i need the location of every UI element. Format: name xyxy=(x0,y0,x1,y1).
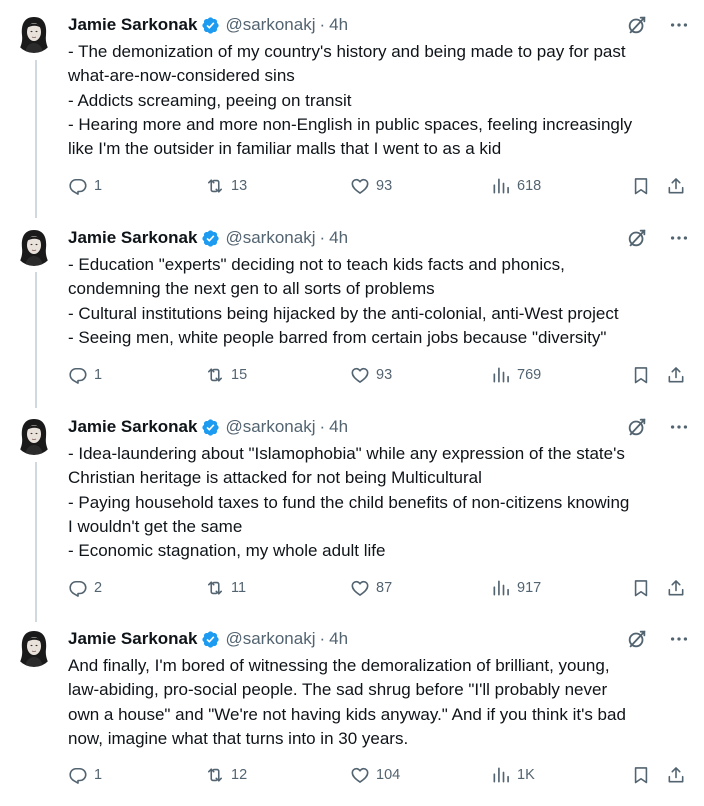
share-icon xyxy=(666,365,686,385)
more-icon[interactable] xyxy=(668,416,690,438)
reply-button[interactable] xyxy=(68,763,102,787)
verified-badge-icon xyxy=(201,418,220,437)
author-name[interactable]: Jamie Sarkonak xyxy=(68,629,198,648)
more-icon[interactable] xyxy=(668,227,690,249)
share-icon xyxy=(666,578,686,598)
tweet-header xyxy=(68,415,690,439)
retweet-count: 12 xyxy=(231,767,248,783)
tweet-text-line: - Idea-laundering about "Islamophobia" while any expression of the state's xyxy=(68,444,625,463)
views-count: 1K xyxy=(517,767,535,783)
share-button[interactable] xyxy=(666,763,686,787)
tweet-text-line: law-abiding, pro-social people. The sad shrug before "I'll probably never xyxy=(68,680,608,700)
tweet-text-line: condemning the next gen to all sorts of problems xyxy=(68,279,435,299)
avatar[interactable] xyxy=(14,226,54,266)
views-count: 769 xyxy=(517,367,542,383)
tweet[interactable] xyxy=(0,226,704,391)
tweet-timestamp[interactable]: 4h xyxy=(329,228,349,247)
tweet-text-line: Christian heritage is attacked for not being Multicultural xyxy=(68,468,482,488)
tweet-text-line: - Seeing men, white people barred from certain jobs because "diversity" xyxy=(68,327,607,347)
avatar-portrait-icon xyxy=(14,13,54,53)
bookmark-button[interactable] xyxy=(631,763,651,787)
views-button[interactable] xyxy=(491,576,541,600)
bookmark-icon xyxy=(631,765,651,785)
reply-count: 1 xyxy=(94,767,103,783)
reply-button[interactable] xyxy=(68,174,102,198)
views-button[interactable] xyxy=(491,363,541,387)
tweet-header xyxy=(68,226,690,250)
reply-button[interactable] xyxy=(68,576,102,600)
reply-count: 2 xyxy=(94,580,103,596)
share-icon xyxy=(666,765,686,785)
retweet-icon xyxy=(205,578,225,598)
tweet-text-line: like I'm the outsider in familiar malls that I went to as a kid xyxy=(68,139,502,159)
tweet-header xyxy=(68,627,690,651)
retweet-button[interactable] xyxy=(205,174,247,198)
bookmark-icon xyxy=(631,176,651,196)
author-handle[interactable]: @sarkonakj xyxy=(225,228,316,247)
bookmark-button[interactable] xyxy=(631,174,651,198)
tweet-text-line: what-are-now-considered sins xyxy=(68,66,295,86)
retweet-button[interactable] xyxy=(205,363,247,387)
tweet-actions xyxy=(68,174,690,198)
share-icon xyxy=(666,176,686,196)
like-button[interactable] xyxy=(350,363,392,387)
avatar-portrait-icon xyxy=(14,627,54,667)
avatar[interactable] xyxy=(14,415,54,455)
views-icon xyxy=(491,176,511,196)
bookmark-button[interactable] xyxy=(631,576,651,600)
views-icon xyxy=(491,365,511,385)
views-button[interactable] xyxy=(491,174,541,198)
like-count: 93 xyxy=(376,367,393,383)
like-icon xyxy=(350,765,370,785)
separator-dot: · xyxy=(319,629,326,648)
reply-count: 1 xyxy=(94,178,103,194)
avatar[interactable] xyxy=(14,627,54,667)
avatar[interactable] xyxy=(14,13,54,53)
separator-dot: · xyxy=(319,417,326,436)
tweet-text-line: own a house" and "We're not having kids anyway." And if you think it's bad xyxy=(68,704,626,724)
tweet[interactable] xyxy=(0,415,704,604)
grok-icon[interactable] xyxy=(626,416,648,438)
retweet-icon xyxy=(205,765,225,785)
reply-count: 1 xyxy=(94,367,103,383)
like-icon xyxy=(350,365,370,385)
more-icon[interactable] xyxy=(668,14,690,36)
like-button[interactable] xyxy=(350,576,392,600)
verified-badge-icon xyxy=(201,229,220,248)
author-name[interactable]: Jamie Sarkonak xyxy=(68,228,198,247)
like-icon xyxy=(350,578,370,598)
share-button[interactable] xyxy=(666,363,686,387)
author-name[interactable]: Jamie Sarkonak xyxy=(68,15,198,34)
share-button[interactable] xyxy=(666,576,686,600)
separator-dot: · xyxy=(319,228,326,247)
author-handle[interactable]: @sarkonakj xyxy=(225,15,316,34)
retweet-count: 11 xyxy=(231,580,247,596)
tweet-timestamp[interactable]: 4h xyxy=(329,417,349,436)
verified-badge-icon xyxy=(201,16,220,35)
tweet-text-line: And finally, I'm bored of witnessing the demoralization of brilliant, young, xyxy=(68,656,610,675)
tweet-text-line: - Economic stagnation, my whole adult life xyxy=(68,541,386,561)
tweet-actions xyxy=(68,763,690,787)
avatar-portrait-icon xyxy=(14,226,54,266)
bookmark-button[interactable] xyxy=(631,363,651,387)
tweet-text xyxy=(68,442,694,563)
retweet-icon xyxy=(205,365,225,385)
tweet-actions xyxy=(68,576,690,600)
tweet-timestamp[interactable]: 4h xyxy=(329,629,349,648)
reply-icon xyxy=(68,765,88,785)
tweet-text-line: I wouldn't get the same xyxy=(68,516,243,536)
tweet-timestamp[interactable]: 4h xyxy=(329,15,349,34)
tweet-text-line: - Addicts screaming, peeing on transit xyxy=(68,90,352,110)
tweet-actions xyxy=(68,363,690,387)
reply-icon xyxy=(68,578,88,598)
like-icon xyxy=(350,176,370,196)
grok-icon[interactable] xyxy=(626,14,648,36)
tweet-text-line: - Cultural institutions being hijacked by the anti-colonial, anti-West project xyxy=(68,303,619,323)
bookmark-icon xyxy=(631,578,651,598)
retweet-button[interactable] xyxy=(205,763,247,787)
reply-button[interactable] xyxy=(68,363,102,387)
tweet[interactable] xyxy=(0,13,704,202)
grok-icon[interactable] xyxy=(626,628,648,650)
views-button[interactable] xyxy=(491,763,535,787)
like-button[interactable] xyxy=(350,174,392,198)
reply-icon xyxy=(68,365,88,385)
like-count: 93 xyxy=(376,178,393,194)
tweet-text-line: - Hearing more and more non-English in public spaces, feeling increasingly xyxy=(68,114,633,134)
retweet-count: 13 xyxy=(231,178,248,194)
more-icon[interactable] xyxy=(668,628,690,650)
retweet-icon xyxy=(205,176,225,196)
tweet[interactable] xyxy=(0,627,704,791)
views-icon xyxy=(491,765,511,785)
tweet-header xyxy=(68,13,690,37)
tweet-text-line: - Paying household taxes to fund the child benefits of non-citizens knowing xyxy=(68,492,630,512)
like-count: 87 xyxy=(376,580,393,596)
retweet-count: 15 xyxy=(231,367,248,383)
retweet-button[interactable] xyxy=(205,576,246,600)
tweet-text xyxy=(68,40,694,161)
views-count: 917 xyxy=(517,580,542,596)
like-button[interactable] xyxy=(350,763,400,787)
verified-badge-icon xyxy=(201,630,220,649)
avatar-portrait-icon xyxy=(14,415,54,455)
share-button[interactable] xyxy=(666,174,686,198)
tweet-text xyxy=(68,654,694,751)
tweet-text-line: - Education "experts" deciding not to teach kids facts and phonics, xyxy=(68,255,565,274)
like-count: 104 xyxy=(376,767,401,783)
separator-dot: · xyxy=(319,15,326,34)
author-handle[interactable]: @sarkonakj xyxy=(225,629,316,648)
author-handle[interactable]: @sarkonakj xyxy=(225,417,316,436)
grok-icon[interactable] xyxy=(626,227,648,249)
bookmark-icon xyxy=(631,365,651,385)
views-icon xyxy=(491,578,511,598)
reply-icon xyxy=(68,176,88,196)
author-name[interactable]: Jamie Sarkonak xyxy=(68,417,198,436)
tweet-text xyxy=(68,253,694,350)
tweet-text-line: - The demonization of my country's history and being made to pay for past xyxy=(68,42,626,61)
tweet-text-line: now, imagine what that turns into in 30 years. xyxy=(68,728,409,748)
views-count: 618 xyxy=(517,178,542,194)
